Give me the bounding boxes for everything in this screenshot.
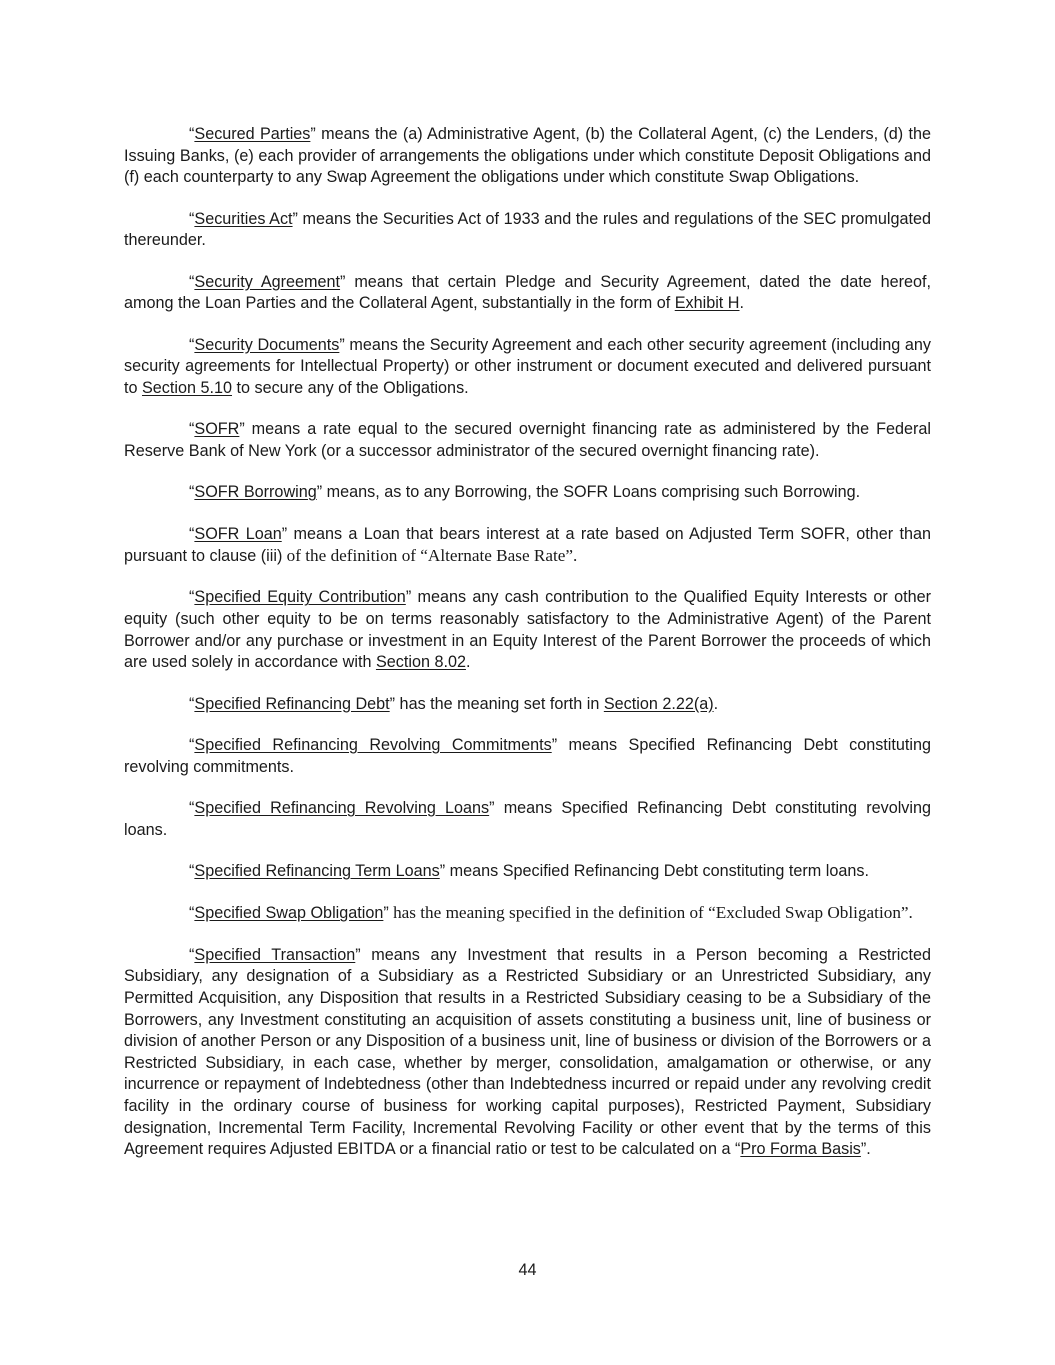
definition-text: means, as to any Borrowing, the SOFR Loans comprising such Borrowing. bbox=[322, 483, 861, 502]
definition-specified-equity-contribution: “Specified Equity Contribution” means any cash contribution to the Qualified Equity Interests or other equity (such other equity to be on terms reasonably satisfactory to the Administrative Agent) of the Parent Borrower and/or any purchase or investment in an Equity Interest of the Parent Borrower the proceeds of which are used solely in accordance with Section 8.02. bbox=[124, 588, 931, 672]
definition-specified-refinancing-term-loans: “Specified Refinancing Term Loans” means Specified Refinancing Debt constituting term loans. bbox=[189, 862, 869, 881]
definition-text: means a Loan that bears interest at a rate based on Adjusted Term SOFR, other than pursuant to clause (iii) bbox=[124, 524, 931, 566]
definition-text-serif: has the meaning specified in the definition of “Excluded Swap Obligation”. bbox=[388, 903, 913, 923]
definition-text: means Specified Refinancing Debt constituting revolving loans. bbox=[124, 799, 932, 839]
definition-specified-refinancing-debt: “Specified Refinancing Debt” has the meaning set forth in Section 2.22(a). bbox=[189, 694, 719, 713]
definition-securities-act: “Securities Act” means the Securities Act of 1933 and the rules and regulations of the SEC promulgated thereunder. bbox=[124, 209, 931, 250]
definition-text: means any Investment that results in a Person becoming a Restricted Subsidiary, any designation of a Subsidiary as a Restricted Subsidiary or an Unrestricted Subsidiary, any Permitted Acquisition, any Disposition that results in a Restricted Subsidiary ceasing to be a Subsidiary of the Borrowers, any Investment constituting an acquisition of assets constituting a business unit, line of business or division of another Person or any Disposition of a business unit, line of business or division of the Borrowers or a Restricted Subsidiary, in each case, whether by merger, consolidation, amalgamation or otherwise, or any incurrence or repayment of Indebtedness (other than Indebtedness incurred or repaid under any revolving credit facility in the ordinary course of business for working capital purposes), Restricted Payment, Subsidiary designation, Incremental Term Facility, Incremental Revolving Facility or other event that by the terms of this Agreement requires Adjusted EBITDA or a financial ratio or test to be calculated on a “ bbox=[124, 945, 931, 1159]
cross-reference-link[interactable]: Exhibit H bbox=[674, 294, 740, 313]
defined-term: SOFR bbox=[194, 420, 240, 439]
definition-specified-swap-obligation: “Specified Swap Obligation” has the meaning specified in the definition of “Excluded Swap Obligation”. bbox=[189, 903, 913, 923]
definition-text: means that certain Pledge and Security Agreement, dated the date hereof, among the Loan Parties and the Collateral Agent, substantially in the form of bbox=[124, 272, 931, 313]
cross-reference-link[interactable]: Section 8.02 bbox=[375, 653, 466, 672]
definition-text: means Specified Refinancing Debt constituting term loans. bbox=[445, 862, 869, 881]
definition-text: has the meaning set forth in bbox=[395, 694, 604, 713]
definition-sofr-loan: “SOFR Loan” means a Loan that bears interest at a rate based on Adjusted Term SOFR, other than pursuant to clause (iii) of the definition of “Alternate Base Rate”. bbox=[124, 524, 931, 566]
page-number: 44 bbox=[518, 1261, 537, 1279]
defined-term: Specified Refinancing Debt bbox=[194, 694, 390, 713]
defined-term: SOFR Borrowing bbox=[194, 483, 317, 502]
definition-sofr-borrowing: “SOFR Borrowing” means, as to any Borrowing, the SOFR Loans comprising such Borrowing. bbox=[189, 483, 861, 502]
definition-security-agreement: “Security Agreement” means that certain Pledge and Security Agreement, dated the date hereof, among the Loan Parties and the Collateral Agent, substantially in the form of Exhibit H. bbox=[124, 272, 931, 313]
defined-term: Security Agreement bbox=[194, 272, 341, 291]
defined-term: Securities Act bbox=[194, 209, 293, 228]
definition-specified-transaction: “Specified Transaction” means any Investment that results in a Person becoming a Restricted Subsidiary, any designation of a Subsidiary as a Restricted Subsidiary or an Unrestricted Subsidiary, any Permitted Acquisition, any Disposition that results in a Restricted Subsidiary ceasing to be a Subsidiary of the Borrowers, any Investment constituting an acquisition of assets constituting a business unit, line of business or division of another Person or any Disposition of a business unit, line of business or division of the Borrowers or a Restricted Subsidiary, in each case, whether by merger, consolidation, amalgamation or otherwise, or any incurrence or repayment of Indebtedness (other than Indebtedness incurred or repaid under any revolving credit facility in the ordinary course of business for working capital purposes), Restricted Payment, Subsidiary designation, Incremental Term Facility, Incremental Revolving Facility or other event that by the terms of this Agreement requires Adjusted EBITDA or a financial ratio or test to be calculated on a “Pro Forma Basis”. bbox=[124, 945, 931, 1159]
definition-specified-refinancing-revolving-loans: “Specified Refinancing Revolving Loans” means Specified Refinancing Debt constituting revolving loans. bbox=[124, 799, 932, 839]
definition-security-documents: “Security Documents” means the Security Agreement and each other security agreement (including any security agreements for Intellectual Property) or other instrument or document executed and delivered pursuant to Section 5.10 to secure any of the Obligations. bbox=[124, 335, 931, 397]
definition-text: means the Security Agreement and each other security agreement (including any security agreements for Intellectual Property) or other instrument or document executed and delivered pursuant to bbox=[124, 335, 931, 397]
defined-term: Specified Refinancing Revolving Loans bbox=[194, 799, 490, 818]
cross-reference-link[interactable]: Section 2.22(a) bbox=[603, 694, 714, 713]
definition-text: means the Securities Act of 1933 and the rules and regulations of the SEC promulgated thereunder. bbox=[124, 209, 931, 250]
defined-term: Specified Refinancing Revolving Commitments bbox=[194, 736, 552, 755]
defined-term: SOFR Loan bbox=[194, 524, 282, 543]
defined-term: Security Documents bbox=[194, 335, 340, 354]
defined-term: Specified Equity Contribution bbox=[194, 588, 406, 607]
defined-term: Secured Parties bbox=[194, 125, 311, 143]
definitions-section bbox=[124, 124, 931, 1181]
cross-reference-link[interactable]: Pro Forma Basis bbox=[740, 1140, 861, 1159]
definition-text: means Specified Refinancing Debt constituting revolving commitments. bbox=[124, 736, 932, 776]
definition-specified-refinancing-revolving-commitments: “Specified Refinancing Revolving Commitments” means Specified Refinancing Debt constituting revolving commitments. bbox=[124, 736, 932, 776]
definition-secured-parties: “Secured Parties” means the (a) Administrative Agent, (b) the Collateral Agent, (c) the Lenders, (d) the Issuing Banks, (e) each provider of arrangements the obligations under which constitute Deposit Obligations and (f) each counterparty to any Swap Agreement the obligations under which constitute Swap Obligations. bbox=[124, 125, 932, 187]
defined-term: Specified Transaction bbox=[194, 945, 356, 964]
definition-text: means the (a) Administrative Agent, (b) the Collateral Agent, (c) the Lenders, (d) the Issuing Banks, (e) each provider of arrangements the obligations under which constitute Deposit Obligations and (f) each counterparty to any Swap Agreement the obligations under which constitute Swap Obligations. bbox=[124, 125, 932, 187]
defined-term: Specified Swap Obligation bbox=[194, 904, 384, 923]
cross-reference-link[interactable]: Section 5.10 bbox=[142, 378, 232, 397]
definition-text: means any cash contribution to the Qualified Equity Interests or other equity (such other equity to be on terms reasonably satisfactory to the Administrative Agent) of the Parent Borrower and/or any purchase or investment in an Equity Interest of the Parent Borrower the proceeds of which are used solely in accordance with bbox=[124, 588, 931, 672]
definition-text: means a rate equal to the secured overnight financing rate as administered by the Federal Reserve Bank of New York (or a successor administrator of the secured overnight financing rate). bbox=[124, 420, 931, 460]
defined-term: Specified Refinancing Term Loans bbox=[194, 862, 440, 881]
definition-text-serif: of the definition of “Alternate Base Rate”. bbox=[282, 546, 578, 566]
definition-sofr: “SOFR” means a rate equal to the secured overnight financing rate as administered by the Federal Reserve Bank of New York (or a successor administrator of the secured overnight financing rate). bbox=[124, 420, 931, 460]
